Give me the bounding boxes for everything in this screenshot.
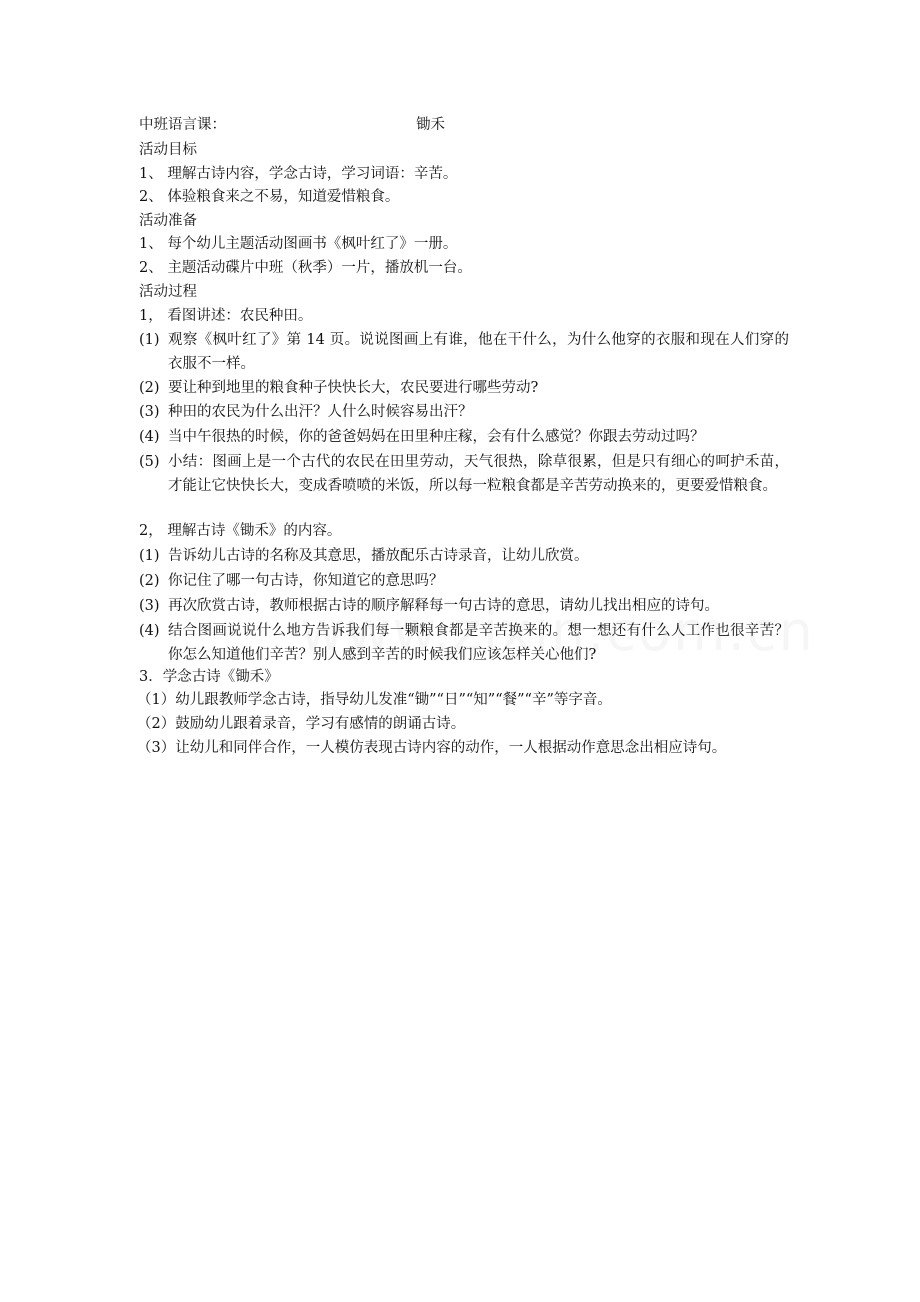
goal-item: 2、 体验粮食来之不易，知道爱惜粮食。: [139, 189, 400, 205]
step1-item: [139, 400, 789, 424]
item-number: (3): [139, 404, 160, 420]
step2-item: [139, 619, 789, 667]
prep-item: 2、 主题活动碟片中班（秋季）一片，播放机一台。: [139, 260, 472, 276]
goals-heading: 活动目标: [139, 142, 197, 158]
prep-item: 1、 每个幼儿主题活动图画书《枫叶红了》一册。: [139, 236, 458, 252]
item-text: 再次欣赏古诗，教师根据古诗的顺序解释每一句古诗的意思，请幼儿找出相应的诗句。: [168, 598, 719, 614]
goal-item: 1、 理解古诗内容，学念古诗，学习词语：辛苦。: [139, 166, 458, 182]
item-text: 当中午很热的时候，你的爸爸妈妈在田里种庄稼，会有什么感觉？你跟去劳动过吗？: [168, 429, 705, 445]
step3-item: （2）鼓励幼儿跟着录音，学习有感情的朗诵古诗。: [137, 716, 466, 732]
step2-item: [139, 594, 789, 618]
step1-item: [139, 425, 789, 449]
item-text: 告诉幼儿古诗的名称及其意思，播放配乐古诗录音，让幼儿欣赏。: [168, 548, 589, 564]
step2-title: 2， 理解古诗《锄禾》的内容。: [139, 523, 342, 539]
step2-item: [139, 569, 789, 593]
item-text: 种田的农民为什么出汗？人什么时候容易出汗？: [168, 404, 473, 420]
item-number: (4): [139, 623, 160, 639]
item-text: 要让种到地里的粮食种子快快长大，农民要进行哪些劳动?: [168, 380, 539, 396]
item-text: 你记住了哪一句古诗，你知道它的意思吗？: [168, 573, 444, 589]
item-number: (3): [139, 598, 160, 614]
step3-item: （1）幼儿跟教师学念古诗，指导幼儿发准“锄”“日”“知”“餐”“辛”等字音。: [137, 692, 612, 708]
step2-item: [139, 544, 789, 568]
item-number: (1): [139, 548, 160, 564]
step3-item: （3）让幼儿和同伴合作，一人模仿表现古诗内容的动作，一人根据动作意思念出相应诗句。: [137, 740, 727, 756]
lesson-title: 锄禾: [416, 117, 445, 133]
step3-title: 3．学念古诗《锄禾》: [139, 669, 279, 685]
item-number: (2): [139, 380, 160, 396]
item-number: (2): [139, 573, 160, 589]
item-number: (5): [139, 454, 160, 470]
step1-item: [139, 328, 789, 376]
course-label: 中班语言课：: [139, 117, 226, 133]
item-number: (4): [139, 429, 160, 445]
step1-item: [139, 450, 789, 498]
item-text: 小结：图画上是一个古代的农民在田里劳动，天气很热，除草很累，但是只有细心的呵护禾苗，才能让它快快长大，变成香喷喷的米饭，所以每一粒粮食都是辛苦劳动换来的，更要爱惜粮食。: [168, 454, 789, 494]
process-heading: 活动过程: [139, 284, 197, 300]
prep-heading: 活动准备: [139, 213, 197, 229]
item-text: 观察《枫叶红了》第 14 页。说说图画上有谁，他在干什么，为什么他穿的衣服和现在人们穿的衣服不一样。: [168, 332, 789, 372]
step1-title: 1， 看图讲述：农民种田。: [139, 308, 313, 324]
item-number: (1): [139, 332, 160, 348]
step1-item: [139, 376, 789, 400]
item-text: 结合图画说说什么地方告诉我们每一颗粮食都是辛苦换来的。想一想还有什么人工作也很辛苦？你怎么知道他们辛苦？别人感到辛苦的时候我们应该怎样关心他们?: [168, 623, 789, 663]
